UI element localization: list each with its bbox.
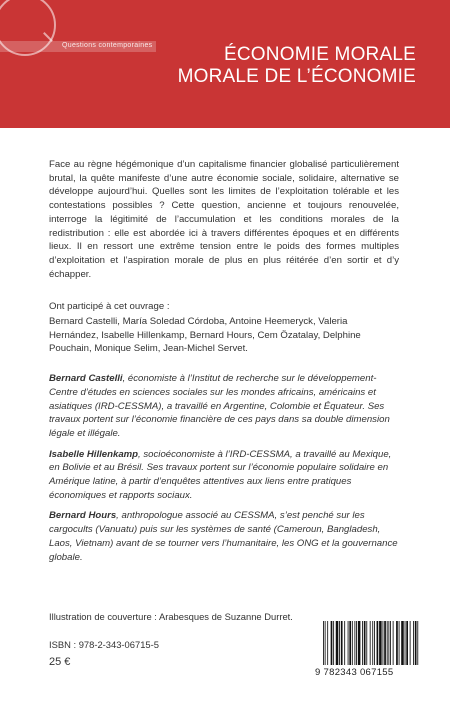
title-line-2: MORALE DE L’ÉCONOMIE (177, 66, 416, 87)
cover-header-band (0, 0, 450, 128)
author-bio-text: , socioéconomiste à l’IRD-CESSMA, a travaillé au Mexique, en Bolivie et au Brésil. Ses travaux portent sur l’économie populaire solidaire en Amérique latine, à partir d’enquêtes attentives aux liens entre pratiques économiques et rapports sociaux. (49, 448, 392, 501)
barcode-icon (323, 621, 419, 665)
summary-paragraph: Face au règne hégémonique d’un capitalisme financier globalisé particulièrement brutal, la quête manifeste d’une autre économie sociale, solidaire, alternative se développe aujourd’hui. Quelles sont les limites de l’exploitation tolérable et les contestations possibles ? Cette question, ancienne et toujours renouvelée, interroge la légitimité de l’accumulation et les conditions morales de la redistribution : elle est abordée ici à travers différentes époques et en différents lieux. Il en ressort une extrême tension entre le poids des formes multiples d’exploitation et l’aspiration morale de plus en plus réitérée d’en sortir et d’y échapper. (49, 159, 399, 280)
barcode (313, 620, 421, 679)
author-bio-text: , anthropologue associé au CESSMA, s’est penché sur les cargocults (Vanuatu) puis sur les systèmes de santé (Cameroun, Bangladesh, Laos, Vietnam) avant de se tourner vers l’humanitaire, les ONG et la gouvernance globale. (49, 510, 398, 563)
author-bio-hillenkamp (49, 448, 399, 503)
contributors-list: Bernard Castelli, María Soledad Córdoba, Antoine Heemeryck, Valeria Hernández, Isabelle Hillenkamp, Bernard Hours, Cem Özatalay, Delphine Pouchain, Monique Selim, Jean-Michel Servet. (49, 316, 361, 355)
price: 25 € (49, 656, 71, 668)
series-label: Questions contemporaines (62, 42, 153, 49)
illustration-credit: Illustration de couverture : Arabesques de Suzanne Durret. (49, 611, 293, 622)
author-name: Bernard Hours (49, 510, 117, 522)
author-bio-castelli (49, 372, 399, 441)
isbn: ISBN : 978-2-343-06715-5 (49, 639, 159, 650)
author-name: Isabelle Hillenkamp (49, 448, 139, 460)
author-bio-hours (49, 509, 399, 564)
back-cover-text (49, 158, 399, 564)
barcode-number: 9 782343 067155 (315, 667, 394, 678)
title-line-1: ÉCONOMIE MORALE (224, 44, 416, 65)
author-bio-text: , économiste à l’Institut de recherche sur le développement-Centre d’études en sciences sociales sur les mondes africains, américains et asiatiques (IRD-CESSMA), a travaillé en Argentine, Colombie et Équateur. Ses travaux portent sur l’économie financière de ces pays dans sa double dimension légale et illégale. (49, 373, 390, 439)
book-title (178, 44, 416, 88)
author-name: Bernard Castelli (49, 373, 123, 385)
contributors-heading: Ont participé à cet ouvrage : (49, 301, 170, 313)
